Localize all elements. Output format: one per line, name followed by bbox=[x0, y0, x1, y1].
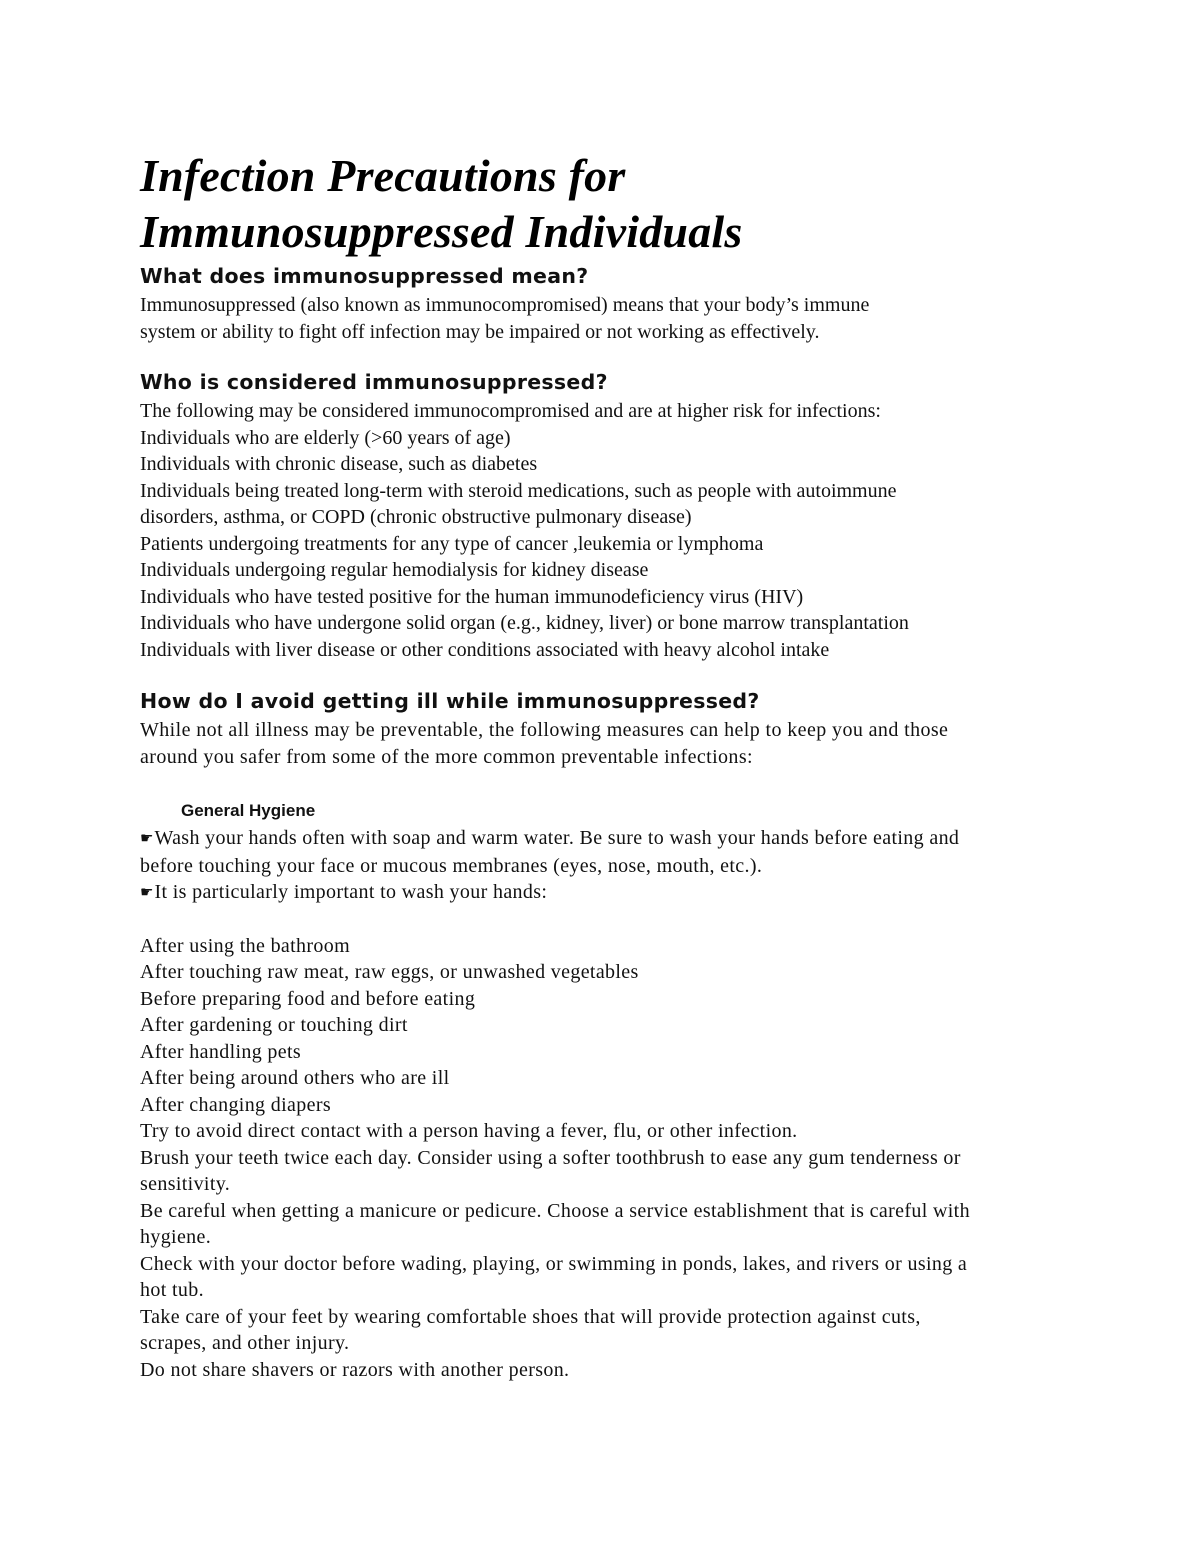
hygiene-bullets bbox=[140, 825, 1060, 907]
paragraph-line: around you safer from some of the more common preventable infections: bbox=[140, 745, 753, 768]
list-item: Patients undergoing treatments for any type of cancer ,leukemia or lymphoma bbox=[140, 532, 764, 555]
title-line-2: Immunosuppressed Individuals bbox=[140, 206, 743, 257]
document-page bbox=[140, 148, 1060, 1383]
list-item: Check with your doctor before wading, playing, or swimming in ponds, lakes, and rivers or using a bbox=[140, 1252, 968, 1275]
list-item: Individuals with liver disease or other conditions associated with heavy alcohol intake bbox=[140, 638, 830, 661]
bullet-item bbox=[140, 879, 1060, 907]
list-item: Take care of your feet by wearing comfortable shoes that will provide protection against cuts, bbox=[140, 1305, 921, 1328]
list-item-continuation: scrapes, and other injury. bbox=[140, 1332, 350, 1354]
document-title bbox=[140, 148, 1060, 260]
section1-body bbox=[140, 292, 1060, 346]
list-item-continuation: hot tub. bbox=[140, 1279, 204, 1301]
paragraph-line: system or ability to fight off infection may be impaired or not working as effectively. bbox=[140, 321, 820, 343]
paragraph-line: Immunosuppressed (also known as immunocompromised) means that your body’s immune bbox=[140, 294, 870, 316]
list-item: Brush your teeth twice each day. Consider using a softer toothbrush to ease any gum tenderness or bbox=[140, 1146, 961, 1169]
paragraph-line: While not all illness may be preventable, the following measures can help to keep you and those bbox=[140, 719, 949, 741]
list-item: Individuals who are elderly (>60 years of age) bbox=[140, 426, 511, 449]
bullet-item bbox=[140, 825, 1060, 853]
list-item: After using the bathroom bbox=[140, 934, 351, 957]
section-heading-who-is: Who is considered immunosuppressed? bbox=[140, 370, 608, 394]
list-item: After being around others who are ill bbox=[140, 1067, 450, 1089]
hygiene-list bbox=[140, 933, 1060, 1384]
subheading-general-hygiene: General Hygiene bbox=[181, 801, 316, 820]
list-item: Individuals who have tested positive for the human immunodeficiency virus (HIV) bbox=[140, 585, 804, 608]
pointing-hand-icon: ☛ bbox=[140, 885, 154, 901]
list-item: Individuals with chronic disease, such as diabetes bbox=[140, 453, 538, 475]
list-item: Try to avoid direct contact with a person having a fever, flu, or other infection. bbox=[140, 1120, 798, 1142]
section-heading-what-is: What does immunosuppressed mean? bbox=[140, 264, 589, 288]
section-heading-how-avoid: How do I avoid getting ill while immunosuppressed? bbox=[140, 689, 760, 713]
list-item-continuation: sensitivity. bbox=[140, 1173, 231, 1195]
pointing-hand-icon: ☛ bbox=[140, 831, 154, 847]
bullet-continuation: before touching your face or mucous membranes (eyes, nose, mouth, etc.). bbox=[140, 854, 763, 877]
list-item: After changing diapers bbox=[140, 1093, 331, 1116]
bullet-text: It is particularly important to wash your hands: bbox=[154, 881, 548, 903]
section2-body bbox=[140, 398, 1060, 663]
list-item: Individuals being treated long-term with steroid medications, such as people with autoimmune bbox=[140, 479, 897, 502]
list-item: Do not share shavers or razors with another person. bbox=[140, 1358, 570, 1381]
list-item: Be careful when getting a manicure or pedicure. Choose a service establishment that is careful with bbox=[140, 1199, 970, 1222]
list-item: After handling pets bbox=[140, 1040, 302, 1063]
paragraph-line: The following may be considered immunocompromised and are at higher risk for infections: bbox=[140, 400, 881, 422]
title-line-1: Infection Precautions for bbox=[140, 150, 626, 201]
list-item: Individuals who have undergone solid organ (e.g., kidney, liver) or bone marrow transplantation bbox=[140, 612, 909, 634]
list-item: After gardening or touching dirt bbox=[140, 1014, 408, 1036]
list-item-continuation: hygiene. bbox=[140, 1226, 212, 1248]
list-item: After touching raw meat, raw eggs, or unwashed vegetables bbox=[140, 961, 639, 983]
bullet-text: Wash your hands often with soap and warm water. Be sure to wash your hands before eating and bbox=[154, 827, 960, 849]
list-item: Before preparing food and before eating bbox=[140, 987, 476, 1010]
list-item: Individuals undergoing regular hemodialysis for kidney disease bbox=[140, 559, 649, 581]
list-item: disorders, asthma, or COPD (chronic obstructive pulmonary disease) bbox=[140, 506, 692, 528]
section3-intro bbox=[140, 717, 1060, 770]
